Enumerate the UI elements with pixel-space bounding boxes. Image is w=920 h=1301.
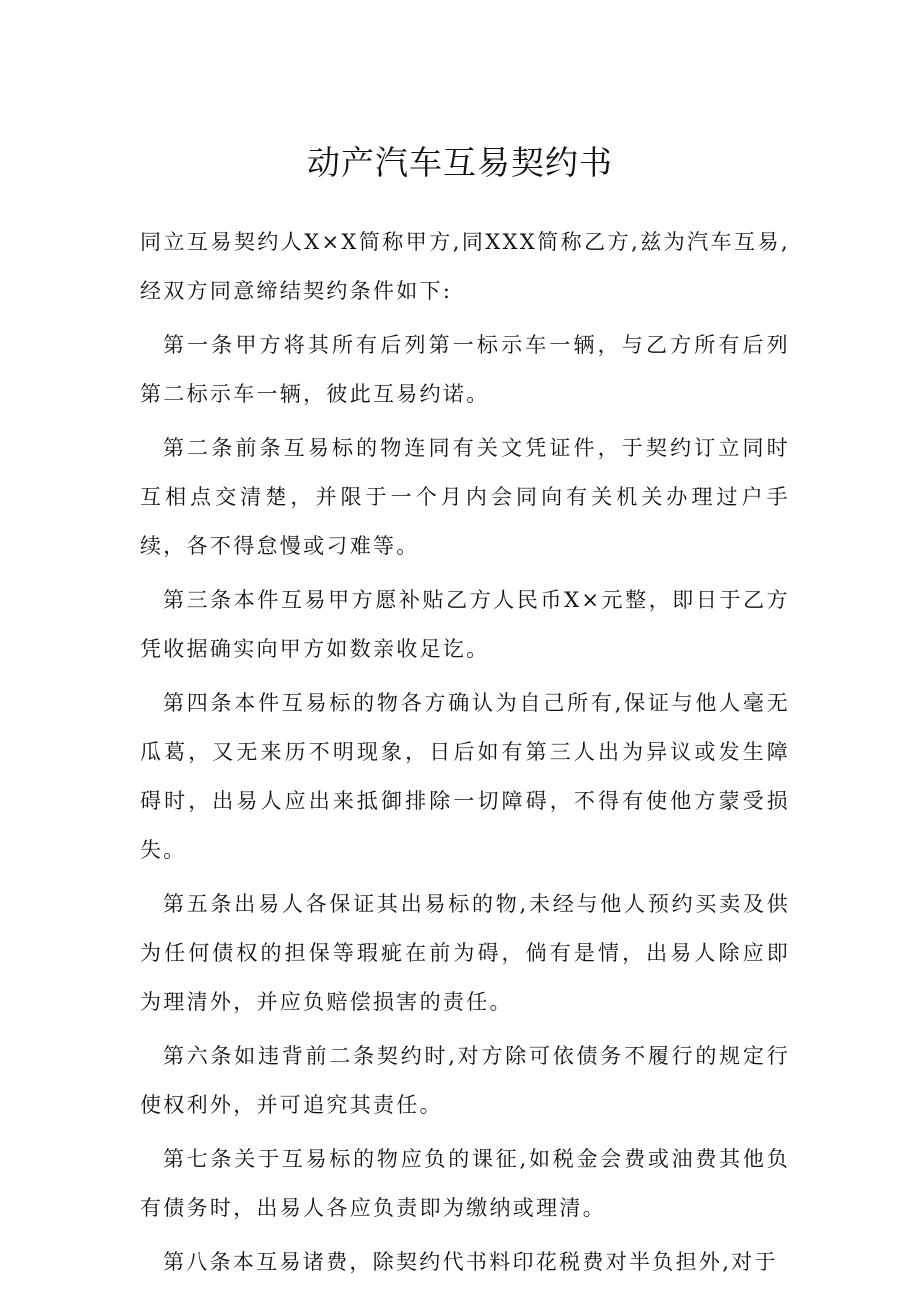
- article-5-paragraph: 第五条出易人各保证其出易标的物,未经与他人预约买卖及供为任何债权的担保等瑕疵在前为碍，倘有是情，出易人除应即为理清外，并应负赔偿损害的责任。: [140, 892, 790, 1014]
- document-title: 动产汽车互易契约书: [307, 143, 613, 182]
- article-8-paragraph: 第八条本互易诸费，除契约代书料印花税费对半负担外,对于: [163, 1250, 778, 1274]
- article-7-paragraph: 第七条关于互易标的物应负的课征,如税金会费或油费其他负有债务时，出易人各应负责即为缴纳或理清。: [140, 1147, 790, 1220]
- article-2-paragraph: 第二条前条互易标的物连同有关文凭证件，于契约订立同时互相点交清楚，并限于一个月内会同向有关机关办理过户手续，各不得怠慢或刁难等。: [140, 436, 790, 558]
- article-1-paragraph: 第一条甲方将其所有后列第一标示车一辆，与乙方所有后列第二标示车一辆，彼此互易约诺。: [140, 333, 790, 406]
- preamble-paragraph: 同立互易契约人X×X简称甲方,同XXX简称乙方,兹为汽车互易,经双方同意缔结契约条件如下:: [140, 230, 790, 303]
- article-4-paragraph: 第四条本件互易标的物各方确认为自己所有,保证与他人毫无瓜葛，又无来历不明现象，日后如有第三人出为异议或发生障碍时，出易人应出来抵御排除一切障碍，不得有使他方蒙受损失。: [140, 691, 790, 862]
- article-3-paragraph: 第三条本件互易甲方愿补贴乙方人民币X×元整，即日于乙方凭收据确实向甲方如数亲收足讫。: [140, 588, 790, 661]
- article-6-paragraph: 第六条如违背前二条契约时,对方除可依债务不履行的规定行使权利外，并可追究其责任。: [140, 1044, 790, 1117]
- document-body: [140, 218, 790, 1292]
